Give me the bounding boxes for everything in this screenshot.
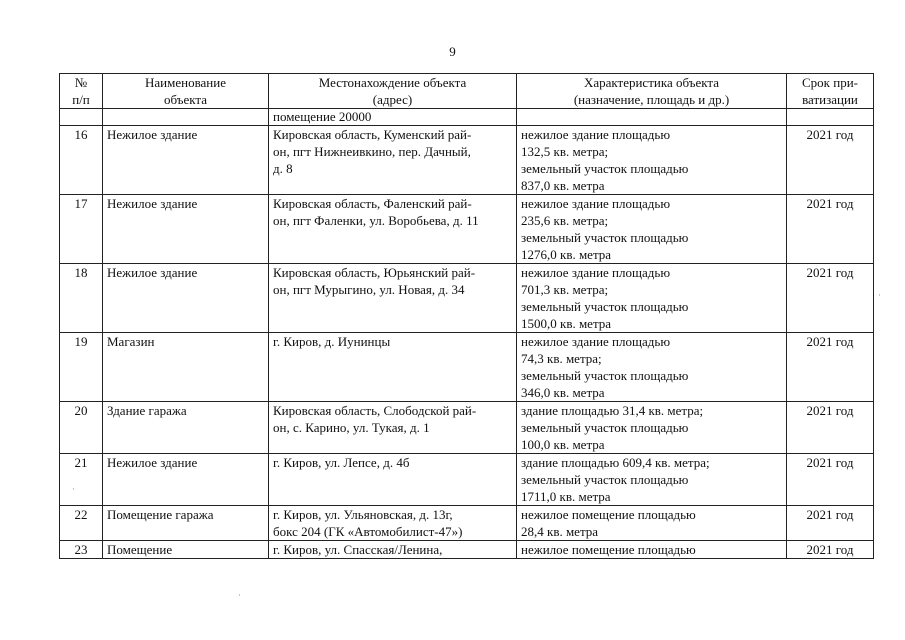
cell-name: Помещение [103,541,269,559]
cell-location-line: г. Киров, ул. Ульяновская, д. 13г, [273,507,453,522]
cell-term: 2021 год [787,541,874,559]
cell-num: 20 [60,402,103,454]
cell-num: 17 [60,195,103,264]
cell-characteristic-line: 74,3 кв. метра; [521,351,602,366]
table-row [60,126,874,195]
cell-location-line: Кировская область, Куменский рай- [273,127,472,142]
cell-characteristic-line: 28,4 кв. метра [521,524,599,539]
margin-mark: · [878,290,881,300]
table-row [60,541,874,559]
cell-characteristic [517,126,787,195]
header-location-line: (адрес) [372,92,413,107]
cell-term: 2021 год [787,454,874,506]
cell-characteristic-line: нежилое здание площадью [521,127,671,142]
cell-location [269,541,517,559]
cell-characteristic-line: 346,0 кв. метра [521,385,605,400]
cell-location-line: он, пгт Мурыгино, ул. Новая, д. 34 [273,282,465,297]
cell-name: Здание гаража [103,402,269,454]
cell-term: 2021 год [787,402,874,454]
cell-location-line: д. 8 [273,161,293,176]
header-num-line: № [74,75,88,90]
cell-num: 19 [60,333,103,402]
cell-name: Нежилое здание [103,454,269,506]
cell-characteristic [517,454,787,506]
cell-location [269,109,517,126]
cell-num: 22 [60,506,103,541]
cell-term: 2021 год [787,195,874,264]
cell-characteristic-line: 132,5 кв. метра; [521,144,609,159]
cell-name: Нежилое здание [103,195,269,264]
header-term [787,74,874,109]
cell-num: 23 [60,541,103,559]
table-row [60,264,874,333]
cell-characteristic [517,264,787,333]
header-characteristic-line: (назначение, площадь и др.) [573,92,730,107]
cell-num: 16 [60,126,103,195]
cell-location-line: Кировская область, Юрьянский рай- [273,265,476,280]
cell-location [269,402,517,454]
cell-characteristic-line: нежилое помещение площадью [521,507,696,522]
cell-location [269,126,517,195]
cell-characteristic-line: земельный участок площадью [521,420,689,435]
cell-characteristic-line: 1711,0 кв. метра [521,489,611,504]
cell-characteristic-line: 235,6 кв. метра; [521,213,609,228]
cell-location-line: помещение 20000 [273,109,372,124]
cell-location-line: г. Киров, ул. Спасская/Ленина, [273,542,443,557]
cell-location-line: г. Киров, ул. Лепсе, д. 4б [273,455,410,470]
cell-characteristic-line: 1276,0 кв. метра [521,247,612,262]
header-num [60,74,103,109]
cell-characteristic [517,333,787,402]
table-row [60,402,874,454]
continuation-row [60,109,874,126]
cell-term [787,109,874,126]
cell-location-line: бокс 204 (ГК «Автомобилист-47») [273,524,463,539]
table-row [60,454,874,506]
cell-characteristic-line: 837,0 кв. метра [521,178,605,193]
cell-location [269,264,517,333]
margin-mark: · [72,484,75,494]
cell-characteristic-line: здание площадью 31,4 кв. метра; [521,403,704,418]
cell-characteristic-line: земельный участок площадью [521,472,689,487]
cell-characteristic-line: нежилое здание площадью [521,265,671,280]
cell-characteristic-line: 1500,0 кв. метра [521,316,612,331]
header-term-line: Срок при- [802,75,858,90]
header-name [103,74,269,109]
cell-location-line: он, пгт Фаленки, ул. Воробьева, д. 11 [273,213,479,228]
cell-location-line: Кировская область, Фаленский рай- [273,196,472,211]
margin-mark: · [238,590,241,600]
cell-location-line: г. Киров, д. Иунинцы [273,334,391,349]
cell-location-line: он, пгт Нижнеивкино, пер. Дачный, [273,144,471,159]
header-num-line: п/п [72,92,90,107]
cell-characteristic [517,109,787,126]
cell-location [269,333,517,402]
cell-characteristic [517,195,787,264]
cell-characteristic-line: нежилое здание площадью [521,196,671,211]
cell-name: Нежилое здание [103,264,269,333]
cell-term: 2021 год [787,264,874,333]
cell-characteristic [517,541,787,559]
header-characteristic [517,74,787,109]
table-header-row [60,74,874,109]
cell-characteristic-line: нежилое здание площадью [521,334,671,349]
privatization-table [59,73,874,559]
cell-name: Помещение гаража [103,506,269,541]
cell-characteristic-line: земельный участок площадью [521,368,689,383]
header-location [269,74,517,109]
cell-characteristic-line: 701,3 кв. метра; [521,282,609,297]
cell-characteristic-line: земельный участок площадью [521,161,689,176]
cell-name: Магазин [103,333,269,402]
header-name-line: Наименование [145,75,226,90]
header-term-line: ватизации [802,92,858,107]
header-characteristic-line: Характеристика объекта [583,75,720,90]
cell-characteristic [517,506,787,541]
table-row [60,333,874,402]
cell-location-line: Кировская область, Слободской рай- [273,403,477,418]
cell-num: 21 [60,454,103,506]
cell-term: 2021 год [787,126,874,195]
cell-characteristic-line: нежилое помещение площадью [521,542,696,557]
header-name-line: объекта [163,92,208,107]
cell-characteristic [517,402,787,454]
cell-name: Нежилое здание [103,126,269,195]
table-row [60,506,874,541]
cell-characteristic-line: 100,0 кв. метра [521,437,605,452]
cell-name [103,109,269,126]
cell-location [269,195,517,264]
cell-term: 2021 год [787,333,874,402]
cell-num [60,109,103,126]
cell-term: 2021 год [787,506,874,541]
page-number: 9 [449,44,456,59]
cell-location [269,506,517,541]
cell-characteristic-line: здание площадью 609,4 кв. метра; [521,455,710,470]
cell-characteristic-line: земельный участок площадью [521,230,689,245]
cell-location [269,454,517,506]
cell-num: 18 [60,264,103,333]
cell-characteristic-line: земельный участок площадью [521,299,689,314]
header-location-line: Местонахождение объекта [318,75,467,90]
cell-location-line: он, с. Карино, ул. Тукая, д. 1 [273,420,430,435]
table-row [60,195,874,264]
